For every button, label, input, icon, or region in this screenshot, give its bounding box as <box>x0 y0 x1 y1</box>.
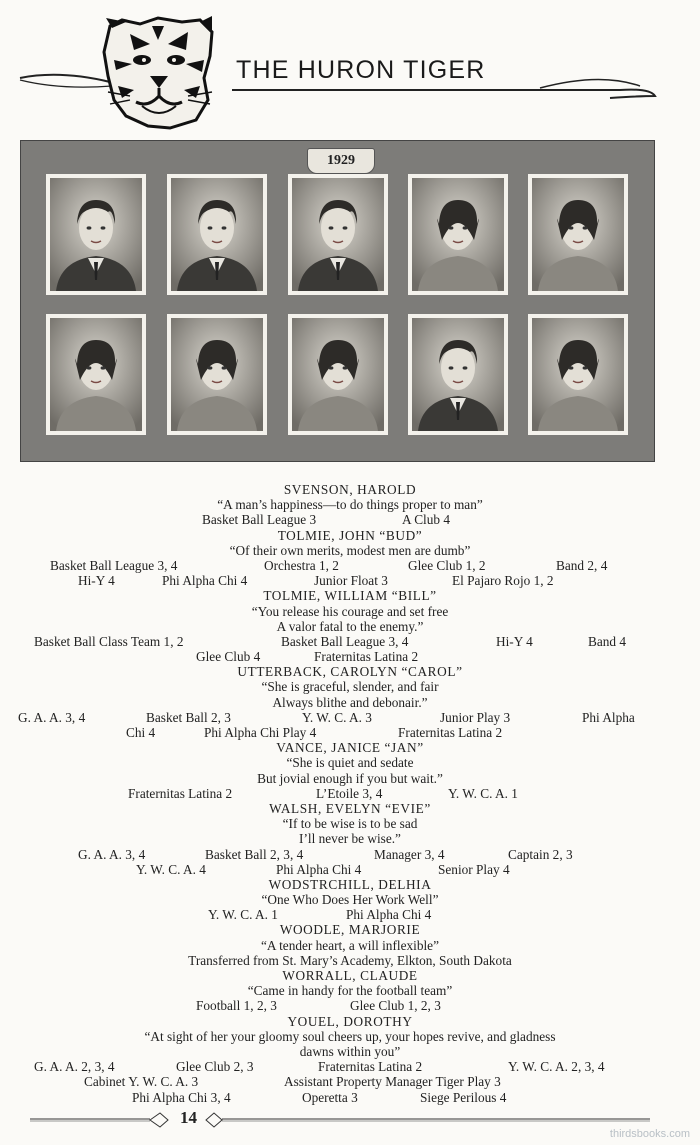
entry-activities <box>0 710 700 725</box>
entry-quote: Always blithe and debonair.” <box>272 694 428 710</box>
portrait-image <box>292 318 384 431</box>
activity: Junior Float 3 <box>314 573 388 589</box>
activity: Y. W. C. A. 1 <box>208 907 278 923</box>
activity: Glee Club 1, 2, 3 <box>350 998 441 1014</box>
activity: A Club 4 <box>402 512 451 528</box>
entry-name: VANCE, JANICE “JAN” <box>276 740 424 756</box>
activity: Operetta 3 <box>302 1089 358 1105</box>
activity: Fraternitas Latina 2 <box>314 649 419 665</box>
page-footer <box>0 1105 700 1135</box>
activity: Hi-Y 4 <box>496 633 533 649</box>
activity: Orchestra 1, 2 <box>264 557 339 573</box>
entry-name: WORRALL, CLAUDE <box>282 968 418 983</box>
entry-quote: A valor fatal to the enemy.” <box>276 618 424 634</box>
activity: Y. W. C. A. 4 <box>136 861 206 877</box>
activity: Glee Club 2, 3 <box>176 1059 254 1075</box>
entry-activities <box>0 725 700 740</box>
activity: Glee Club 4 <box>196 649 261 665</box>
entry-quote: “A man’s happiness—to do things proper to man” <box>217 497 483 513</box>
activity: Phi Alpha Chi Play 4 <box>204 725 317 740</box>
activity: Fraternitas Latina 2 <box>398 725 503 740</box>
year-badge: 1929 <box>307 148 375 174</box>
entry-quote: I’ll never be wise.” <box>299 831 401 847</box>
activity: Football 1, 2, 3 <box>196 998 277 1014</box>
entry-activities <box>0 1074 700 1089</box>
entry-quote: “At sight of her your gloomy soul cheers up, your hopes revive, and gladness <box>144 1028 556 1044</box>
senior-portrait-photo <box>288 174 388 295</box>
activity: El Pajaro Rojo 1, 2 <box>452 573 554 589</box>
activity: L’Etoile 3, 4 <box>316 785 383 801</box>
entry-quote: “If to be wise is to be sad <box>282 816 418 832</box>
entry-quote: “Of their own merits, modest men are dumb” <box>229 542 471 558</box>
entry-name: YOUEL, DOROTHY <box>287 1013 413 1029</box>
activity: Phi Alpha Chi 4 <box>346 907 432 923</box>
senior-portrait-photo <box>46 174 146 295</box>
tiger-logo-icon <box>104 16 212 128</box>
entry-name: WOODLE, MARJORIE <box>279 922 421 938</box>
senior-portrait-photo <box>528 314 628 435</box>
activity: Band 4 <box>588 633 627 649</box>
activity: Fraternitas Latina 2 <box>318 1059 423 1075</box>
portrait-image <box>412 318 504 431</box>
entry-activities <box>0 558 700 573</box>
entry-name: TOLMIE, WILLIAM “BILL” <box>263 588 437 604</box>
page-title: THE HURON TIGER <box>236 56 486 84</box>
senior-portrait-photo <box>167 314 267 435</box>
activity: Band 2, 4 <box>556 557 608 573</box>
portrait-image <box>171 318 263 431</box>
portrait-image <box>412 178 504 291</box>
entry-activities <box>0 573 700 588</box>
activity: Manager 3, 4 <box>374 846 445 862</box>
entry-activities <box>0 512 700 527</box>
entry-activities <box>0 907 700 922</box>
entry-activities <box>0 649 700 664</box>
entry-activities <box>0 847 700 862</box>
activity: Phi Alpha Chi 4 <box>276 861 362 877</box>
activity: Fraternitas Latina 2 <box>128 785 233 801</box>
activity: Siege Perilous 4 <box>420 1089 507 1105</box>
activity: Senior Play 4 <box>438 861 510 877</box>
entry-quote: “She is graceful, slender, and fair <box>261 679 439 695</box>
senior-entries <box>0 482 700 1105</box>
activity: Y. W. C. A. 1 <box>448 785 518 801</box>
entry-name: WALSH, EVELYN “EVIE” <box>269 800 431 816</box>
page-header <box>0 0 700 135</box>
activity: Captain 2, 3 <box>508 846 573 862</box>
entry-activities <box>0 634 700 649</box>
activity: Basket Ball League 3 <box>202 512 317 528</box>
entry-quote: dawns within you” <box>299 1043 401 1059</box>
senior-portrait-photo <box>288 314 388 435</box>
activity: Basket Ball League 3, 4 <box>281 633 409 649</box>
senior-portrait-photo <box>167 174 267 295</box>
portrait-image <box>532 318 624 431</box>
activity: Chi 4 <box>126 725 156 740</box>
portrait-image <box>532 178 624 291</box>
activity: Assistant Property Manager Tiger Play 3 <box>284 1074 501 1090</box>
entry-name: UTTERBACK, CAROLYN “CAROL” <box>237 664 463 680</box>
activity: G. A. A. 3, 4 <box>78 846 146 862</box>
activity: Basket Ball 2, 3, 4 <box>205 846 304 862</box>
entry-quote: “She is quiet and sedate <box>286 755 414 771</box>
activity: Cabinet Y. W. C. A. 3 <box>84 1074 199 1090</box>
entry-activities <box>0 786 700 801</box>
activity: Phi Alpha Chi 4 <box>162 573 248 589</box>
entry-quote: “One Who Does Her Work Well” <box>261 892 439 908</box>
entry-name: TOLMIE, JOHN “BUD” <box>277 527 423 543</box>
portrait-image <box>171 178 263 291</box>
senior-portrait-photo <box>528 174 628 295</box>
entry-quote: “You release his courage and set free <box>251 603 449 619</box>
senior-portrait-photo <box>408 174 508 295</box>
entry-activities <box>0 1059 700 1074</box>
footer-rule <box>0 1105 700 1135</box>
entry-activities <box>0 862 700 877</box>
activity: Basket Ball League 3, 4 <box>50 557 178 573</box>
activity: Basket Ball 2, 3 <box>146 709 231 725</box>
entry-activities <box>0 1090 700 1105</box>
senior-portrait-photo <box>46 314 146 435</box>
activity: G. A. A. 3, 4 <box>18 709 86 725</box>
watermark: thirdsbooks.com <box>609 1128 690 1140</box>
page-number: 14 <box>180 1108 197 1127</box>
entry-activities <box>0 998 700 1013</box>
activity: Hi-Y 4 <box>78 573 115 589</box>
activity: Junior Play 3 <box>440 709 511 725</box>
activity: Basket Ball Class Team 1, 2 <box>34 633 184 649</box>
entry-quote: “A tender heart, a will inflexible” <box>261 937 439 953</box>
entry-name: SVENSON, HAROLD <box>283 482 417 497</box>
portrait-image <box>292 178 384 291</box>
entry-quote: But jovial enough if you but wait.” <box>257 770 443 786</box>
activity: Glee Club 1, 2 <box>408 557 486 573</box>
entry-note: Transferred from St. Mary’s Academy, Elkton, South Dakota <box>188 952 512 968</box>
entry-quote: “Came in handy for the football team” <box>247 983 453 999</box>
portrait-image <box>50 178 142 291</box>
activity: Y. W. C. A. 2, 3, 4 <box>508 1059 605 1075</box>
activity: Phi Alpha Chi 3, 4 <box>132 1089 231 1105</box>
activity: Phi Alpha <box>582 709 635 725</box>
portrait-image <box>50 318 142 431</box>
activity: G. A. A. 2, 3, 4 <box>34 1059 115 1075</box>
activity: Y. W. C. A. 3 <box>302 709 372 725</box>
entry-name: WODSTRCHILL, DELHIA <box>268 876 432 892</box>
senior-portrait-photo <box>408 314 508 435</box>
